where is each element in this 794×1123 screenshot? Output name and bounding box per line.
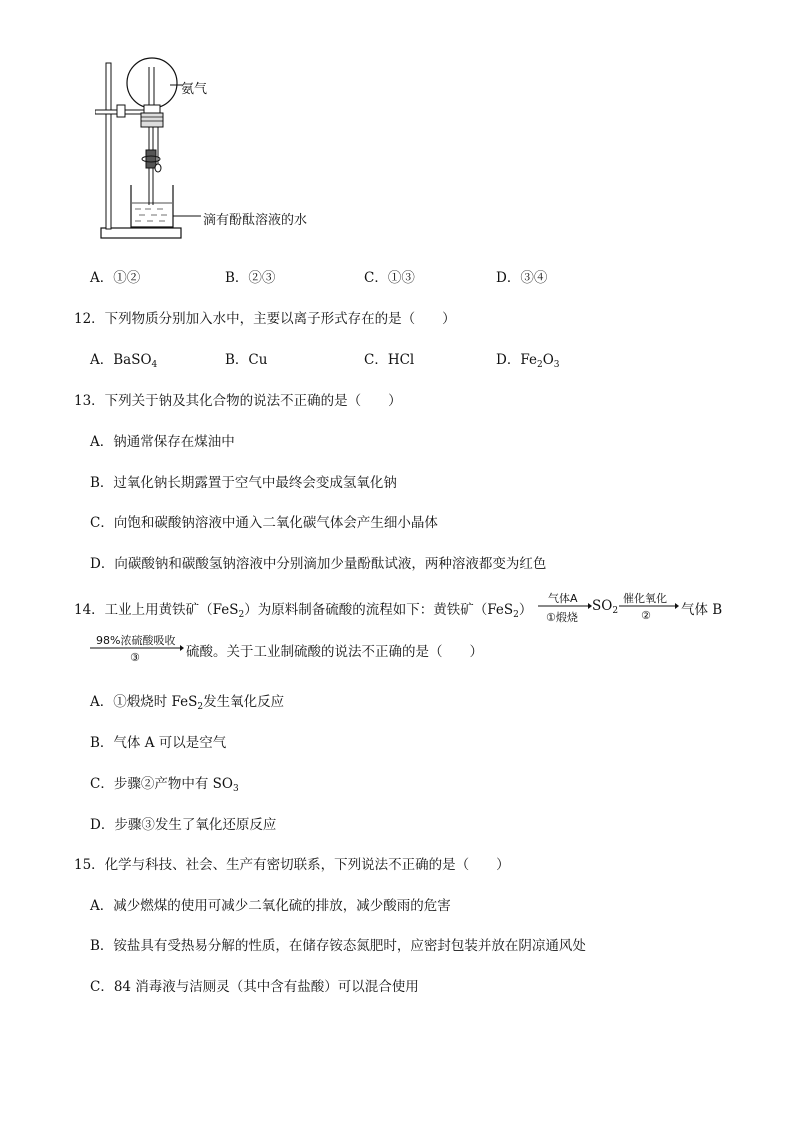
q15-option-a[interactable]: A．减少燃煤的使用可减少二氧化硫的排放，减少酸雨的危害 [90, 898, 451, 914]
gas-b-label: 气体 B [681, 602, 723, 618]
q13-stem: 13．下列关于钠及其化合物的说法不正确的是（ ） [74, 393, 402, 409]
arrow1-top-label: 气体A [548, 592, 578, 605]
arrow2-bottom-label: ② [641, 609, 651, 622]
reaction-arrow-1 [536, 590, 592, 624]
q13-option-a[interactable]: A．钠通常保存在煤油中 [90, 434, 235, 450]
arrow1-bottom-label: ①煅烧 [546, 611, 578, 624]
q14-c-part1: C．步骤②产物中有 SO [90, 776, 233, 792]
arrow2-top-label: 催化氧化 [623, 592, 667, 605]
label-ammonia: 氨气 [181, 82, 208, 97]
q12-d-mid: O [542, 352, 554, 368]
arrow3-bottom-label: ③ [130, 651, 140, 664]
reaction-arrow-2 [617, 590, 679, 624]
q14-option-a[interactable] [90, 690, 284, 712]
q15-stem: 15．化学与科技、社会、生产有密切联系，下列说法不正确的是（ ） [74, 857, 510, 873]
q14-stem-line1 [74, 598, 532, 620]
q12-a-text: A．BaSO [90, 352, 152, 368]
q11-option-b[interactable]: B．②③ [225, 270, 276, 286]
q14-stem-sub2: 2 [513, 610, 519, 620]
label-phenolphthalein-water: 滴有酚酞溶液的水 [203, 213, 308, 228]
q14-stem-sub1: 2 [238, 610, 245, 620]
q12-option-c[interactable]: C．HCl [364, 352, 415, 368]
q14-option-d[interactable]: D．步骤③发生了氧化还原反应 [90, 817, 277, 833]
q14-c-sub: 3 [232, 784, 239, 794]
q12-option-d[interactable] [496, 348, 560, 370]
q12-option-a[interactable] [90, 348, 157, 370]
so2-formula [592, 598, 618, 616]
q14-a-part1: A．①煅烧时 FeS [90, 694, 198, 710]
q14-option-c[interactable] [90, 772, 239, 794]
q12-option-b[interactable]: B．Cu [225, 352, 268, 368]
q15-option-c[interactable]: C．84 消毒液与洁厕灵（其中含有盐酸）可以混合使用 [90, 979, 419, 995]
q15-option-b[interactable]: B．铵盐具有受热易分解的性质，在储存铵态氮肥时，应密封包装并放在阴凉通风处 [90, 938, 586, 954]
q13-option-b[interactable]: B．过氧化钠长期露置于空气中最终会变成氢氧化钠 [90, 475, 397, 491]
q14-stem-part1: 14．工业上用黄铁矿（FeS [74, 602, 239, 618]
q14-stem-line2: 硫酸。关于工业制硫酸的说法不正确的是（ ） [186, 644, 483, 660]
q11-option-d[interactable]: D．③④ [496, 270, 548, 286]
reaction-arrow-3 [88, 632, 184, 666]
q14-stem-part3: ） [518, 602, 533, 618]
q13-option-c[interactable]: C．向饱和碳酸钠溶液中通入二氧化碳气体会产生细小晶体 [90, 515, 438, 531]
q11-option-c[interactable]: C．①③ [364, 270, 415, 286]
q14-option-b[interactable]: B．气体 A 可以是空气 [90, 735, 227, 751]
q13-option-d[interactable]: D．向碳酸钠和碳酸氢钠溶液中分别滴加少量酚酞试液，两种溶液都变为红色 [90, 556, 547, 572]
q12-d-text: D．Fe [496, 352, 537, 368]
arrow3-top-label: 98%浓硫酸吸收 [96, 634, 176, 647]
so2-text: SO [592, 598, 613, 614]
so2-sub: 2 [612, 606, 619, 616]
q14-a-part2: 发生氧化反应 [203, 694, 285, 710]
q14-stem-part2: ）为原料制备硫酸的流程如下：黄铁矿（FeS [244, 602, 514, 618]
q11-option-a[interactable]: A．①② [90, 270, 141, 286]
q12-a-sub: 4 [151, 360, 158, 370]
q12-d-sub1: 2 [536, 360, 543, 370]
q12-d-sub2: 3 [553, 360, 560, 370]
q14-a-sub: 2 [197, 702, 204, 712]
q12-stem: 12．下列物质分别加入水中，主要以离子形式存在的是（ ） [74, 311, 456, 327]
